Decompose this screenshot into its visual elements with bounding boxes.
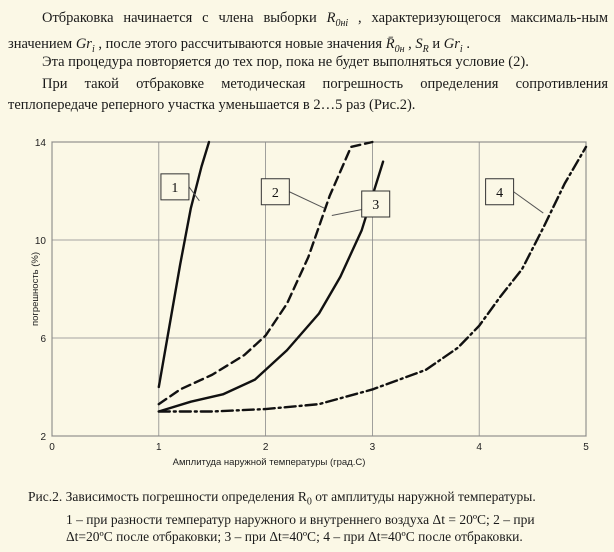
p1-text-e: и (428, 35, 444, 52)
y-tick-label: 6 (40, 334, 46, 345)
p1-text-c: , после этого рассчитываются новые значения (94, 35, 386, 52)
symbol-r0n-mean: $R̄_{0н}$ (385, 35, 405, 55)
caption-line-1: Рис.2. Зависимость погрешности определения $R_0$ от амплитуды наружной температуры. (28, 489, 536, 508)
p1-text-f: . (462, 35, 470, 52)
paragraph-2: Эта процедура повторяется до тех пор, пока не будет выполняться условие (2). (42, 54, 529, 70)
curve-label-1: 1 (171, 180, 179, 196)
caption-line-3: Δt=20ºC после отбраковки; 3 – при Δt=40ºC; 4 – при Δt=40ºC после отбраковки. (66, 528, 523, 544)
y-tick-label: 14 (34, 138, 46, 149)
p1-text-a: Отбраковка начинается с члена выборки (42, 10, 327, 26)
x-tick-label: 0 (49, 442, 55, 453)
x-tick-label: 4 (476, 442, 482, 453)
x-tick-label: 3 (369, 442, 376, 453)
paragraph-3: При такой отбраковке методическая погрешность определения сопротивления теплопередаче реперного участка уменьшается в 2…5 раз (Рис.2). (8, 76, 608, 113)
caption-line-2: 1 – при разности температур наружного и внутреннего воздуха Δt = 20ºC; 2 – при (66, 511, 535, 527)
x-axis-label: Амплитуда наружной температуры (град.С) (172, 457, 366, 468)
x-tick-label: 1 (156, 442, 162, 453)
figure-caption (28, 488, 608, 545)
symbol-gri: $Gr_i$ (75, 35, 95, 55)
p1-text-b: , характеризующегося максималь-ным значением (8, 10, 608, 52)
curve-label-3: 3 (372, 198, 380, 213)
curve-label-2: 2 (271, 185, 279, 201)
x-tick-label: 5 (583, 442, 589, 453)
curve-label-4: 4 (496, 185, 504, 201)
symbol-r0ni: $R_{0ні}$ (326, 10, 349, 29)
x-tick-label: 2 (262, 442, 269, 453)
y-axis-label: погрешность (%) (30, 251, 41, 327)
y-tick-label: 2 (40, 432, 46, 443)
y-tick-label: 10 (34, 236, 46, 247)
symbol-sr: $S_R$ (415, 35, 429, 55)
symbol-gri-2: $Gr_i$ (443, 35, 463, 55)
p1-text-d: , (404, 35, 416, 52)
error-vs-amplitude-chart (0, 130, 614, 480)
